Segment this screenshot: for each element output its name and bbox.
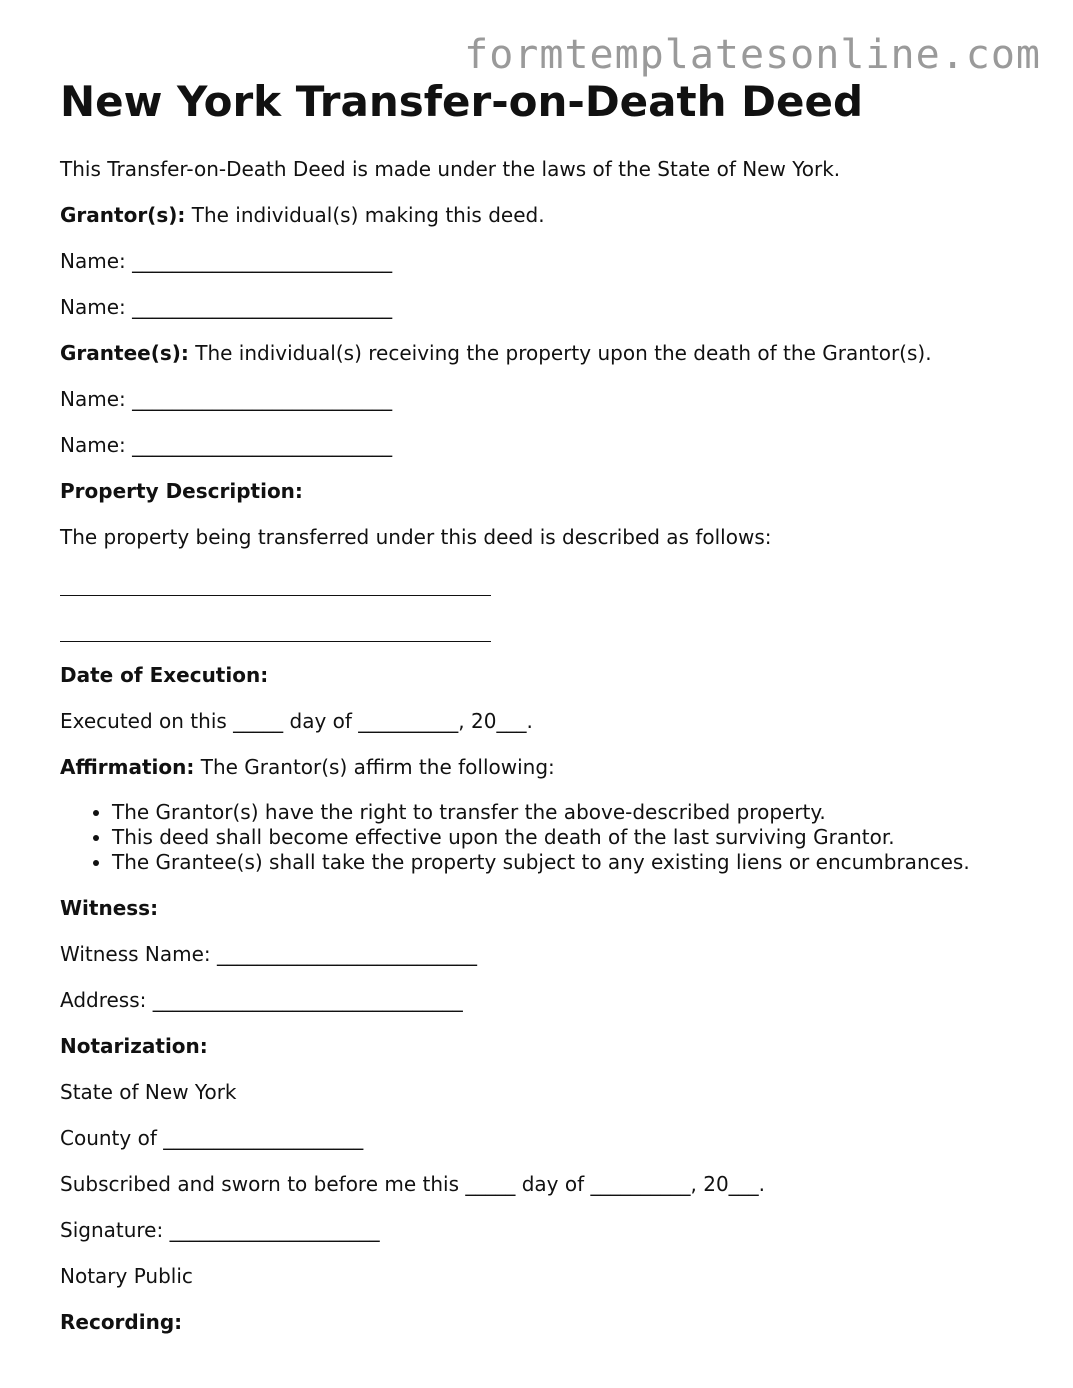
notary-sworn-text: Subscribed and sworn to before me this _____ day of __________, 20___. <box>60 1172 766 1196</box>
grantee-name-2: Name: __________________________ <box>60 433 393 457</box>
notary-public-label: Notary Public <box>60 1264 193 1288</box>
witness-heading-paragraph <box>60 895 1040 921</box>
property-blank-line-1 <box>60 570 491 596</box>
grantor-name-2: Name: __________________________ <box>60 295 393 319</box>
page-title: New York Transfer-on-Death Deed <box>60 77 864 126</box>
notary-signature-field: Signature: _____________________ <box>60 1218 380 1242</box>
grantee-paragraph <box>60 340 1040 366</box>
grantor-name-1: Name: __________________________ <box>60 249 393 273</box>
witness-name-field: Witness Name: __________________________ <box>60 942 478 966</box>
property-heading: Property Description: <box>60 479 303 503</box>
execution-date-text: Executed on this _____ day of __________, 20___. <box>60 709 533 733</box>
affirmation-heading: Affirmation: <box>60 755 195 779</box>
affirmation-description: The Grantor(s) affirm the following: <box>194 755 555 779</box>
grantee-description: The individual(s) receiving the property upon the death of the Grantor(s). <box>188 341 932 365</box>
property-description-text: The property being transferred under this deed is described as follows: <box>60 525 772 549</box>
document-page <box>60 78 1040 1355</box>
property-blank-line-2 <box>60 616 491 642</box>
notarization-heading-paragraph <box>60 1033 1040 1059</box>
execution-heading: Date of Execution: <box>60 663 269 687</box>
affirmation-list <box>60 800 1040 875</box>
witness-address-field: Address: _______________________________ <box>60 988 463 1012</box>
affirmation-paragraph <box>60 754 1040 780</box>
notary-state-text: State of New York <box>60 1080 237 1104</box>
grantor-paragraph <box>60 202 1040 228</box>
property-heading-paragraph <box>60 478 1040 504</box>
notarization-heading: Notarization: <box>60 1034 208 1058</box>
witness-heading: Witness: <box>60 896 159 920</box>
grantor-description: The individual(s) making this deed. <box>185 203 545 227</box>
recording-heading: Recording: <box>60 1310 183 1334</box>
list-item: • This deed shall become effective upon the death of the last surviving Grantor. <box>112 825 1040 850</box>
list-item: • The Grantee(s) shall take the property subject to any existing liens or encumbrances. <box>112 850 1040 875</box>
watermark-logo: formtemplatesonline.com <box>464 32 1041 78</box>
grantee-heading: Grantee(s): <box>60 341 189 365</box>
grantee-name-1: Name: __________________________ <box>60 387 393 411</box>
recording-heading-paragraph <box>60 1309 1040 1335</box>
execution-heading-paragraph <box>60 662 1040 688</box>
grantor-heading: Grantor(s): <box>60 203 186 227</box>
intro-text: This Transfer-on-Death Deed is made under the laws of the State of New York. <box>60 157 841 181</box>
list-item: • The Grantor(s) have the right to transfer the above-described property. <box>112 800 1040 825</box>
notary-county-field: County of ____________________ <box>60 1126 364 1150</box>
